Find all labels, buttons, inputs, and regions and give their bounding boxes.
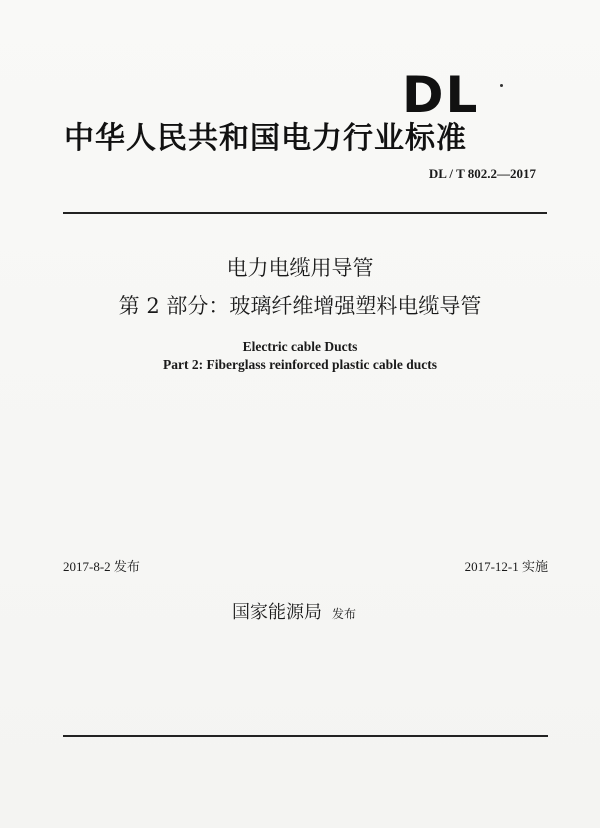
issue-date: 2017-8-2 发布 <box>63 559 140 574</box>
organization-title: 中华人民共和国电力行业标准 <box>64 121 467 156</box>
issuer-name: 国家能源局 <box>232 602 322 623</box>
implementation-date: 2017-12-1 实施 <box>464 559 548 574</box>
standard-number: DL / T 802.2—2017 <box>428 166 536 181</box>
decorative-dot <box>500 84 503 87</box>
issuer-suffix: 发布 <box>332 607 357 621</box>
standard-code-mark: DL <box>402 66 480 124</box>
title-english-line1: Electric cable Ducts <box>242 339 358 354</box>
top-divider <box>63 212 547 214</box>
title-chinese-line1: 电力电缆用导管 <box>226 256 374 280</box>
issuer <box>232 598 356 624</box>
title-chinese-line2: 第 2 部分：玻璃纤维增强塑料电缆导管 <box>118 294 482 318</box>
title-english-line2: Part 2: Fiberglass reinforced plastic cable ducts <box>163 357 437 372</box>
bottom-divider <box>63 735 548 737</box>
